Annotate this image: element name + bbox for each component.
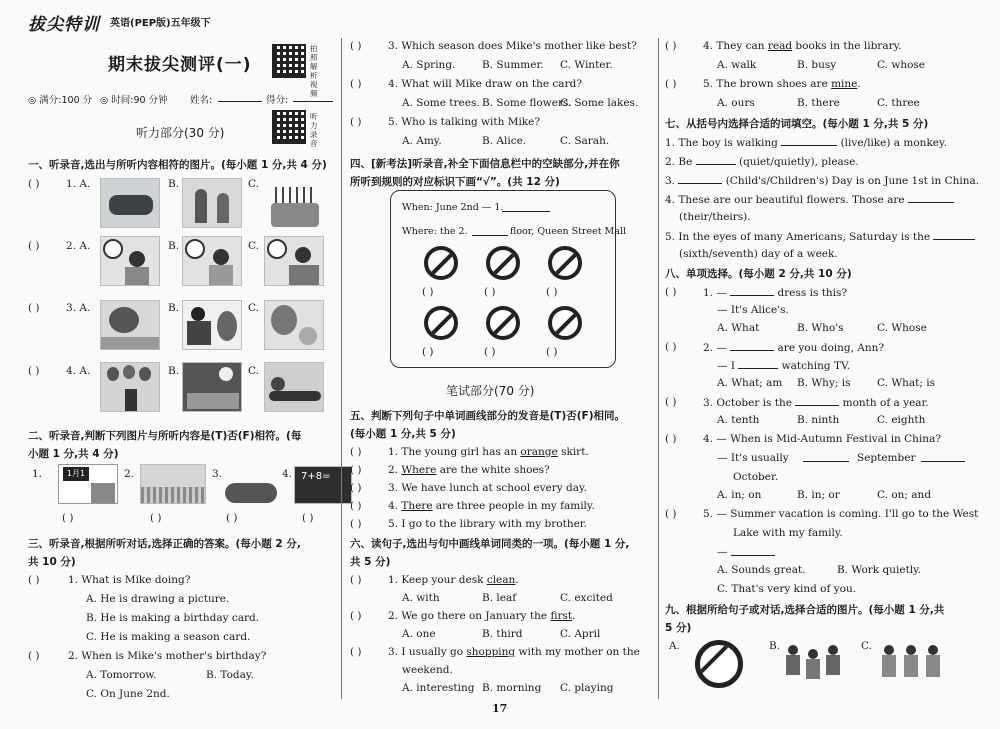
s2-paren-2[interactable]: ( ): [150, 512, 162, 524]
s6-q5-underlined: mine: [831, 78, 858, 90]
s7-q4-pre: These are our beautiful flowers. Those are: [678, 194, 908, 206]
info-when: When: June 2nd — 1.: [402, 202, 504, 213]
s8-q4-l3: October.: [733, 471, 779, 483]
brand-logo: 拔尖特训: [28, 15, 100, 35]
s4-paren-5[interactable]: ( ): [484, 346, 496, 358]
section-3-title-cont: 共 10 分): [28, 556, 76, 568]
qr-code-video[interactable]: [272, 44, 306, 78]
section-9-title-cont: 5 分): [665, 622, 692, 634]
s6-q2-a[interactable]: A. one: [402, 628, 436, 640]
qr-audio-caption: 听力录音: [310, 112, 318, 148]
s3-q3-c[interactable]: C. Winter.: [560, 59, 613, 71]
s5-q4-paren[interactable]: ( ): [350, 500, 362, 512]
column-left: [28, 0, 338, 729]
s3-q1-c[interactable]: C. He is making a season card.: [86, 631, 251, 643]
score-field-label: 得分:: [266, 95, 289, 106]
s8-q2-l2: [717, 359, 850, 372]
s4-paren-2[interactable]: ( ): [484, 286, 496, 298]
s8-q3-b[interactable]: B. ninth: [797, 414, 840, 426]
qr-video-caption: 拍照解析视频: [310, 44, 318, 98]
s8-q1-l2: — It's Alice's.: [717, 304, 789, 316]
s7-q5-blank[interactable]: [933, 230, 975, 240]
page-number: 17: [492, 702, 508, 715]
s4-paren-6[interactable]: ( ): [546, 346, 558, 358]
s8-q1-paren[interactable]: ( ): [665, 286, 677, 298]
s8-q4-l2b: September: [857, 452, 916, 464]
picture-moon-party-icon: [182, 362, 242, 412]
s7-q3-post: (Child's/Children's) Day is on June 1st in China.: [722, 175, 980, 187]
s8-q4-a[interactable]: A. in; on: [717, 489, 762, 501]
s6-q1-pre: 1. Keep your desk: [388, 574, 487, 586]
s1-q1-b: B.: [168, 178, 180, 190]
s6-q5-pre: 5. The brown shoes are: [703, 78, 832, 90]
info-where-post: floor, Queen Street Mall: [510, 226, 627, 237]
s3-q5-b[interactable]: B. Alice.: [482, 135, 527, 147]
s6-q2-stem: [388, 610, 575, 622]
s7-q4-blank[interactable]: [908, 193, 954, 203]
name-label: 姓名:: [190, 95, 213, 106]
picture-books-icon: [100, 178, 160, 228]
s8-q4-c[interactable]: C. on; and: [877, 489, 932, 501]
s3-q3-stem: 3. Which season does Mike's mother like best?: [388, 40, 637, 52]
s2-paren-1[interactable]: ( ): [62, 512, 74, 524]
s3-q1-stem: 1. What is Mike doing?: [68, 574, 191, 586]
s7-q4-num: 4.: [665, 194, 676, 206]
s8-q3-c[interactable]: C. eighth: [877, 414, 926, 426]
s6-q4-b[interactable]: B. busy: [797, 59, 837, 71]
picture-clock-girl-icon: [182, 236, 242, 286]
s3-q4-c[interactable]: C. Some lakes.: [560, 97, 639, 109]
s3-q2-a[interactable]: A. Tomorrow.: [86, 669, 157, 681]
picture-classroom-icon: [182, 178, 242, 228]
s7-q3-num: 3.: [665, 175, 676, 187]
s8-q3-l1-pre: 3. October is the: [703, 397, 796, 409]
s2-paren-4[interactable]: ( ): [302, 512, 314, 524]
column-right: [665, 0, 980, 729]
s7-q2-num: 2.: [665, 156, 676, 168]
s6-q1-underlined: clean: [486, 574, 516, 586]
s6-q3-b[interactable]: B. morning: [482, 682, 542, 694]
picture-blackboard-icon: [294, 466, 352, 504]
s6-q1-a[interactable]: A. with: [402, 592, 440, 604]
s2-paren-3[interactable]: ( ): [226, 512, 238, 524]
s8-q4-paren[interactable]: ( ): [665, 433, 677, 445]
column-middle: [350, 0, 655, 729]
s3-q5-a[interactable]: A. Amy.: [402, 135, 442, 147]
s5-q4-underlined: There: [401, 500, 433, 512]
s8-q5-blank[interactable]: [731, 546, 775, 556]
s6-q1-stem: [388, 574, 519, 586]
s8-q5-b[interactable]: B. Work quietly.: [837, 564, 922, 576]
s5-q2-text: [388, 464, 550, 476]
s7-q5-pre: In the eyes of many Americans, Saturday is the: [678, 231, 934, 243]
picture-snow-scene-icon: [264, 300, 324, 350]
s6-q3-stem: [388, 646, 640, 658]
s6-q3-pre: 3. I usually go: [388, 646, 467, 658]
s7-q5: [665, 230, 975, 243]
s5-q3-paren[interactable]: ( ): [350, 482, 362, 494]
time-limit: ◎ 时间:90 分钟: [100, 95, 168, 106]
s3-q2-b[interactable]: B. Today.: [206, 669, 254, 681]
s2-num-4: 4.: [282, 468, 293, 480]
s1-q2-paren[interactable]: ( ): [28, 240, 40, 252]
s8-q3-blank[interactable]: [795, 396, 839, 406]
s3-q5-c[interactable]: C. Sarah.: [560, 135, 610, 147]
picture-kids-exercise-icon: [879, 640, 945, 686]
section-7-title: 七、从括号内选择合适的词填空。(每小题 1 分,共 5 分): [665, 118, 929, 130]
s8-q3-l1-post: month of a year.: [839, 397, 929, 409]
no-running-sign-icon: [424, 246, 458, 280]
s7-q3-blank[interactable]: [678, 174, 722, 184]
no-pets-sign-icon: [424, 306, 458, 340]
s8-q1-a[interactable]: A. What: [717, 322, 760, 334]
s7-q1: [665, 136, 947, 149]
s3-q5-stem: 5. Who is talking with Mike?: [388, 116, 541, 128]
s6-q1-post: .: [515, 574, 519, 586]
no-drinks-sign-icon: [548, 306, 582, 340]
s7-q3: [665, 174, 979, 187]
s9-label-a: A.: [669, 640, 680, 652]
s6-q2-pre: 2. We go there on January the: [388, 610, 551, 622]
s1-q4-paren[interactable]: ( ): [28, 365, 40, 377]
s6-q2-underlined: first: [550, 610, 573, 622]
s7-q5-cont: (sixth/seventh) day of a week.: [679, 248, 838, 260]
picture-sleeping-icon: [224, 468, 280, 504]
s3-q5-paren[interactable]: ( ): [350, 116, 362, 128]
s6-q3-cont: weekend.: [402, 664, 453, 676]
s8-q2-l2-pre: — I: [717, 360, 739, 372]
s8-q2-paren[interactable]: ( ): [665, 341, 677, 353]
s9-label-c: C.: [861, 640, 872, 652]
s1-q2-num: 2. A.: [66, 240, 91, 252]
section-4-title-cont: 所听到规则的对应标识下画“√”。(共 12 分): [350, 176, 560, 188]
s1-q2-c: C.: [248, 240, 259, 252]
s8-q1-blank[interactable]: [730, 286, 774, 296]
s8-q1-l1: [703, 286, 847, 299]
s5-q5-text: 5. I go to the library with my brother.: [388, 518, 587, 530]
s6-q2-paren[interactable]: ( ): [350, 610, 362, 622]
s6-q2-b[interactable]: B. third: [482, 628, 523, 640]
s4-paren-4[interactable]: ( ): [422, 346, 434, 358]
no-smoking-sign-icon: [486, 306, 520, 340]
s5-q2-underlined: Where: [401, 464, 437, 476]
s6-q5-post: .: [857, 78, 861, 90]
s1-q1-c: C.: [248, 178, 259, 190]
s8-q5-a[interactable]: A. Sounds great.: [717, 564, 806, 576]
s1-q1-num: 1. A.: [66, 178, 91, 190]
s8-q2-l2-post: watching TV.: [778, 360, 851, 372]
s5-q1-post: skirt.: [557, 446, 589, 458]
s8-q4-l2a: — It's usually: [717, 452, 789, 464]
s6-q5-c[interactable]: C. three: [877, 97, 920, 109]
picture-planting-icon: [182, 300, 242, 350]
s8-q1-b[interactable]: B. Who's: [797, 322, 844, 334]
picture-field-icon: [140, 464, 206, 504]
s1-q1-paren[interactable]: ( ): [28, 178, 40, 190]
s6-q4-post: books in the library.: [792, 40, 902, 52]
s7-q2-post: (quiet/quietly), please.: [735, 156, 859, 168]
s3-q4-stem: 4. What will Mike draw on the card?: [388, 78, 582, 90]
picture-calendar-gifts-icon: [58, 464, 118, 504]
s6-q5-b[interactable]: B. there: [797, 97, 840, 109]
s8-q4-blank-2[interactable]: [921, 452, 965, 462]
s8-q3-a[interactable]: A. tenth: [717, 414, 760, 426]
s3-q1-b[interactable]: B. He is making a birthday card.: [86, 612, 260, 624]
s1-q3-b: B.: [168, 302, 180, 314]
s7-q5-num: 5.: [665, 231, 676, 243]
page-title: 期末拔尖测评(一): [108, 55, 252, 75]
info-where-pre: Where: the 2.: [402, 226, 468, 237]
s8-q5-paren[interactable]: ( ): [665, 508, 677, 520]
s6-q5-stem: [703, 78, 861, 90]
s7-q4-cont: (their/theirs).: [679, 211, 751, 223]
s1-q3-paren[interactable]: ( ): [28, 302, 40, 314]
s6-q5-paren[interactable]: ( ): [665, 78, 677, 90]
s8-q2-a[interactable]: A. What; am: [717, 377, 783, 389]
listening-section-title: 听力部分(30 分): [136, 126, 225, 140]
s9-label-b: B.: [769, 640, 781, 652]
section-5-title-cont: (每小题 1 分,共 5 分): [350, 428, 456, 440]
s7-q1-num: 1.: [665, 137, 676, 149]
s2-num-2: 2.: [124, 468, 135, 480]
s6-q2-post: .: [572, 610, 576, 622]
s8-q5-l3: —: [717, 546, 728, 558]
subject-label: 英语(PEP版)五年级下: [110, 18, 211, 29]
no-food-sign-icon: [548, 246, 582, 280]
s8-q4-l1: 4. — When is Mid-Autumn Festival in China?: [703, 433, 941, 445]
s6-q1-b[interactable]: B. leaf: [482, 592, 517, 604]
s1-q3-c: C.: [248, 302, 259, 314]
s5-q4-text: [388, 500, 595, 512]
section-4-title: 四、[新考法]听录音,补全下面信息栏中的空缺部分,并在你: [350, 158, 620, 170]
s7-q2-blank[interactable]: [696, 155, 736, 165]
writing-section-title: 笔试部分(70 分): [446, 384, 535, 398]
s7-q1-blank[interactable]: [781, 136, 837, 146]
s6-q4-stem: [703, 40, 901, 52]
s6-q4-a[interactable]: A. walk: [717, 59, 757, 71]
picture-balloons-icon: [100, 362, 160, 412]
s7-q1-pre: The boy is walking: [678, 137, 782, 149]
s1-q4-num: 4. A.: [66, 365, 91, 377]
s7-q4: [665, 193, 954, 206]
s5-q5-paren[interactable]: ( ): [350, 518, 362, 530]
s8-q5-l1: 5. — Summer vacation is coming. I'll go to the West: [703, 508, 979, 520]
s6-q4-paren[interactable]: ( ): [665, 40, 677, 52]
section-6-title-cont: 共 5 分): [350, 556, 391, 568]
section-1-title: 一、听录音,选出与所听内容相符的图片。(每小题 1 分,共 4 分): [28, 159, 327, 171]
info-blank-2[interactable]: [472, 226, 508, 236]
s6-q3-paren[interactable]: ( ): [350, 646, 362, 658]
s5-q2-paren[interactable]: ( ): [350, 464, 362, 476]
s3-q4-paren[interactable]: ( ): [350, 78, 362, 90]
s6-q4-pre: 4. They can: [703, 40, 768, 52]
s1-q3-num: 3. A.: [66, 302, 91, 314]
s6-q3-underlined: shopping: [466, 646, 516, 658]
score-blank[interactable]: [293, 92, 333, 102]
s8-q2-l1-post: are you doing, Ann?: [774, 342, 885, 354]
picture-dragon-boat-icon: [264, 362, 324, 412]
no-smoking-picture-icon: [695, 640, 743, 688]
s8-q1-c[interactable]: C. Whose: [877, 322, 927, 334]
s6-q3-post: with my mother on the: [515, 646, 640, 658]
s5-q4-post: are three people in my family.: [432, 500, 595, 512]
picture-kids-gift-icon: [783, 640, 843, 686]
info-blank-1[interactable]: [502, 202, 550, 212]
section-9-title: 九、根据所给句子或对话,选择合适的图片。(每小题 1 分,共: [665, 604, 945, 616]
s1-q2-b: B.: [168, 240, 180, 252]
s3-q2-paren[interactable]: ( ): [28, 650, 40, 662]
s3-q4-a[interactable]: A. Some trees.: [402, 97, 480, 109]
s8-q5-c[interactable]: C. That's very kind of you.: [717, 583, 857, 595]
picture-clock-eating-icon: [264, 236, 324, 286]
s5-q1-underlined: orange: [520, 446, 558, 458]
picture-clock-boy-icon: [100, 236, 160, 286]
birthday-cake-icon: [264, 178, 324, 228]
s3-q3-paren[interactable]: ( ): [350, 40, 362, 52]
s2-num-1: 1.: [32, 468, 43, 480]
s8-q1-l1-pre: 1. —: [703, 287, 731, 299]
s2-num-3: 3.: [212, 468, 223, 480]
section-3-title: 三、听录音,根据所听对话,选择正确的答案。(每小题 2 分,: [28, 538, 301, 550]
section-2-title-cont: 小题 1 分,共 4 分): [28, 448, 119, 460]
column-divider-2: [658, 38, 659, 699]
calendar-text: 1月1日: [63, 467, 89, 481]
s1-q4-c: C.: [248, 365, 259, 377]
s5-q4-pre: 4.: [388, 500, 402, 512]
s5-q1-pre: 1. The young girl has an: [388, 446, 521, 458]
no-talking-sign-icon: [486, 246, 520, 280]
s6-q1-c[interactable]: C. excited: [560, 592, 613, 604]
s8-q2-l1: [703, 341, 884, 354]
s6-q4-c[interactable]: C. whose: [877, 59, 926, 71]
s5-q3-text: 3. We have lunch at school every day.: [388, 482, 587, 494]
picture-tree-scene-icon: [100, 300, 160, 350]
full-score: ◎ 满分:100 分: [28, 95, 93, 106]
s8-q1-l1-post: dress is this?: [774, 287, 848, 299]
column-divider-1: [341, 38, 342, 699]
s6-q4-underlined: read: [767, 40, 793, 52]
s6-q3-a[interactable]: A. interesting: [402, 682, 475, 694]
s1-q4-b: B.: [168, 365, 180, 377]
s8-q3-l1: [703, 396, 929, 409]
s8-q2-l1-pre: 2. —: [703, 342, 731, 354]
s6-q2-c[interactable]: C. April: [560, 628, 601, 640]
s6-q5-a[interactable]: A. ours: [717, 97, 755, 109]
s7-q2-pre: Be: [678, 156, 696, 168]
section-5-title: 五、判断下列句子中单词画线部分的发音是(T)否(F)相同。: [350, 410, 626, 422]
section-6-title: 六、读句子,选出与句中画线单词同类的一项。(每小题 1 分,: [350, 538, 630, 550]
s3-q2-c[interactable]: C. On June 2nd.: [86, 688, 170, 700]
s5-q2-pre: 2.: [388, 464, 402, 476]
s5-q1-paren[interactable]: ( ): [350, 446, 362, 458]
s7-q2: [665, 155, 859, 168]
s3-q3-a[interactable]: A. Spring.: [402, 59, 456, 71]
s3-q2-stem: 2. When is Mike's mother's birthday?: [68, 650, 267, 662]
s4-paren-1[interactable]: ( ): [422, 286, 434, 298]
s4-paren-3[interactable]: ( ): [546, 286, 558, 298]
s7-q1-post: (live/like) a monkey.: [837, 137, 947, 149]
s3-q3-b[interactable]: B. Summer.: [482, 59, 544, 71]
s3-q1-a[interactable]: A. He is drawing a picture.: [86, 593, 230, 605]
section-2-title: 二、听录音,判断下列图片与所听内容是(T)否(F)相符。(每: [28, 430, 302, 442]
s8-q3-paren[interactable]: ( ): [665, 396, 677, 408]
s8-q2-blank-2[interactable]: [738, 359, 778, 369]
name-blank[interactable]: [218, 92, 262, 102]
section-8-title: 八、单项选择。(每小题 2 分,共 10 分): [665, 268, 852, 280]
s3-q1-paren[interactable]: ( ): [28, 574, 40, 586]
qr-code-audio[interactable]: [272, 110, 306, 144]
s5-q1-text: [388, 446, 589, 458]
s8-q2-b[interactable]: B. Why; is: [797, 377, 851, 389]
s5-q2-post: are the white shoes?: [436, 464, 550, 476]
s8-q4-b[interactable]: B. in; or: [797, 489, 840, 501]
s6-q3-c[interactable]: C. playing: [560, 682, 614, 694]
blackboard-text: 7+8=: [301, 471, 331, 482]
s8-q2-c[interactable]: C. What; is: [877, 377, 935, 389]
s8-q5-l2: Lake with my family.: [733, 527, 843, 539]
s8-q4-blank-1[interactable]: [803, 452, 849, 462]
s8-q2-blank-1[interactable]: [730, 341, 774, 351]
s6-q1-paren[interactable]: ( ): [350, 574, 362, 586]
s3-q4-b[interactable]: B. Some flowers.: [482, 97, 572, 109]
